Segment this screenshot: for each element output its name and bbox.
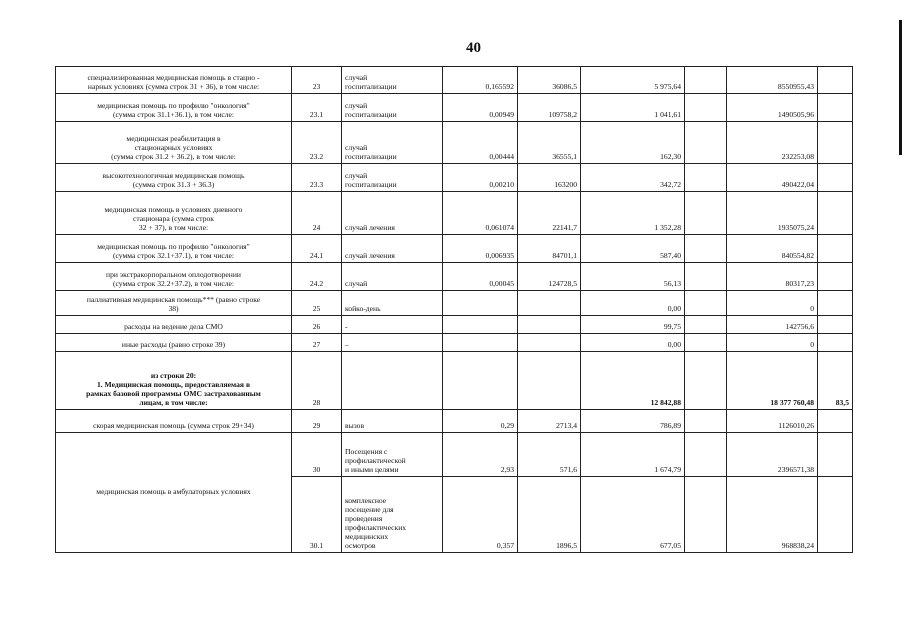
cell-per-capita: 0,00 — [581, 291, 685, 316]
cell-cost-per-unit: 84701,1 — [518, 235, 581, 263]
cell-description: медицинская помощь в амбулаторных условиях — [56, 433, 292, 553]
cell-row-number: 25 — [292, 291, 342, 316]
table-row — [56, 433, 853, 477]
cell-per-capita-other — [685, 263, 727, 291]
cell-share — [818, 316, 853, 334]
cell-row-number: 30.1 — [292, 477, 342, 553]
cell-description: специализированная медицинская помощь в стацио - нарных условиях (сумма строк 31 + 36), в том числе: — [56, 67, 292, 94]
cell-normative: 0,29 — [443, 410, 518, 433]
cell-unit: Посещения с профилактической и иными целями — [342, 433, 443, 477]
cell-cost-per-unit: 2713,4 — [518, 410, 581, 433]
cell-per-capita: 99,75 — [581, 316, 685, 334]
table-row — [56, 410, 853, 433]
cell-share — [818, 122, 853, 164]
table-row — [56, 352, 853, 410]
cell-row-number: 23.3 — [292, 164, 342, 192]
cell-per-capita: 56,13 — [581, 263, 685, 291]
cell-per-capita-other — [685, 94, 727, 122]
cell-per-capita: 1 674,79 — [581, 433, 685, 477]
cell-total: 18 377 760,48 — [727, 352, 818, 410]
table-row — [56, 192, 853, 235]
page-number: 40 — [466, 40, 481, 56]
cell-total: 232253,08 — [727, 122, 818, 164]
cell-share — [818, 291, 853, 316]
table-row — [56, 67, 853, 94]
cell-normative: 2,93 — [443, 433, 518, 477]
cell-description: иные расходы (равно строке 39) — [56, 334, 292, 352]
cell-per-capita: 1 041,61 — [581, 94, 685, 122]
table-row — [56, 334, 853, 352]
cell-unit: случай лечения — [342, 192, 443, 235]
cell-total: 0 — [727, 291, 818, 316]
cell-unit — [342, 352, 443, 410]
cell-unit: вызов — [342, 410, 443, 433]
cell-per-capita-other — [685, 477, 727, 553]
cell-cost-per-unit — [518, 291, 581, 316]
cell-unit: комплексное посещение для проведения профилактических медицинских осмотров — [342, 477, 443, 553]
cell-cost-per-unit — [518, 352, 581, 410]
cell-row-number: 29 — [292, 410, 342, 433]
cell-total: 2396571,38 — [727, 433, 818, 477]
cell-unit: случай — [342, 263, 443, 291]
cell-normative — [443, 352, 518, 410]
table-row — [56, 164, 853, 192]
cell-normative: 0,00949 — [443, 94, 518, 122]
cell-per-capita-other — [685, 352, 727, 410]
cell-per-capita-other — [685, 192, 727, 235]
cell-unit: случай лечения — [342, 235, 443, 263]
cell-total: 1490505,96 — [727, 94, 818, 122]
cell-normative: 0,165592 — [443, 67, 518, 94]
cell-cost-per-unit: 22141,7 — [518, 192, 581, 235]
cell-unit: - — [342, 316, 443, 334]
cell-per-capita: 1 352,28 — [581, 192, 685, 235]
cell-per-capita-other — [685, 433, 727, 477]
cell-row-number: 24.1 — [292, 235, 342, 263]
cell-per-capita: 677,05 — [581, 477, 685, 553]
cell-description: медицинская помощь в условиях дневного стационара (сумма строк 32 + 37), в том числе: — [56, 192, 292, 235]
cell-cost-per-unit: 109758,2 — [518, 94, 581, 122]
cell-normative — [443, 316, 518, 334]
cell-total: 0 — [727, 334, 818, 352]
cell-per-capita: 587,40 — [581, 235, 685, 263]
cell-description: из строки 20: 1. Медицинская помощь, предоставляемая в рамках базовой программы ОМС застрахованным лицам, в том числе: — [56, 352, 292, 410]
cell-normative: 0,00444 — [443, 122, 518, 164]
table-row — [56, 235, 853, 263]
cell-total: 490422,04 — [727, 164, 818, 192]
cell-per-capita-other — [685, 334, 727, 352]
cell-per-capita: 342,72 — [581, 164, 685, 192]
cell-description: скорая медицинская помощь (сумма строк 29+34) — [56, 410, 292, 433]
cell-normative — [443, 291, 518, 316]
table-row — [56, 291, 853, 316]
cell-unit: – — [342, 334, 443, 352]
cell-unit: случай госпитализации — [342, 67, 443, 94]
cell-row-number: 24 — [292, 192, 342, 235]
cell-per-capita: 786,89 — [581, 410, 685, 433]
cell-share — [818, 410, 853, 433]
cell-normative: 0,00045 — [443, 263, 518, 291]
cell-per-capita-other — [685, 316, 727, 334]
cell-share — [818, 477, 853, 553]
cell-per-capita: 12 842,88 — [581, 352, 685, 410]
cell-description: медицинская помощь по профилю "онкология" (сумма строк 31.1+36.1), в том числе: — [56, 94, 292, 122]
cell-description: паллиативная медицинская помощь*** (равно строке 38) — [56, 291, 292, 316]
cell-share — [818, 263, 853, 291]
cell-row-number: 30 — [292, 433, 342, 477]
cell-row-number: 23.2 — [292, 122, 342, 164]
cell-share — [818, 235, 853, 263]
cell-row-number: 26 — [292, 316, 342, 334]
table-row — [56, 316, 853, 334]
cell-total: 80317,23 — [727, 263, 818, 291]
cell-normative: 0,006935 — [443, 235, 518, 263]
cell-per-capita-other — [685, 235, 727, 263]
cell-unit: случай госпитализации — [342, 164, 443, 192]
cell-per-capita-other — [685, 67, 727, 94]
cell-total: 968838,24 — [727, 477, 818, 553]
cell-per-capita-other — [685, 164, 727, 192]
cell-share — [818, 433, 853, 477]
cell-share: 83,5 — [818, 352, 853, 410]
cell-row-number: 27 — [292, 334, 342, 352]
cell-per-capita-other — [685, 410, 727, 433]
cell-per-capita: 162,30 — [581, 122, 685, 164]
scan-edge-bar — [899, 20, 902, 155]
table-row — [56, 263, 853, 291]
budget-table — [55, 66, 853, 553]
cell-normative — [443, 334, 518, 352]
cell-per-capita-other — [685, 122, 727, 164]
cell-normative: 0,357 — [443, 477, 518, 553]
cell-description: медицинская помощь по профилю "онкология" (сумма строк 32.1+37.1), в том числе: — [56, 235, 292, 263]
cell-per-capita-other — [685, 291, 727, 316]
cell-description: при экстракорпоральном оплодотворении (сумма строк 32.2+37.2), в том числе: — [56, 263, 292, 291]
cell-normative: 0,061074 — [443, 192, 518, 235]
cell-per-capita: 5 975,64 — [581, 67, 685, 94]
cell-row-number: 23.1 — [292, 94, 342, 122]
cell-total: 1126010,26 — [727, 410, 818, 433]
cell-cost-per-unit: 163200 — [518, 164, 581, 192]
cell-share — [818, 164, 853, 192]
cell-row-number: 24.2 — [292, 263, 342, 291]
cell-share — [818, 94, 853, 122]
cell-cost-per-unit: 124728,5 — [518, 263, 581, 291]
cell-description: высокотехнологичная медицинская помощь (сумма строк 31.3 + 36.3) — [56, 164, 292, 192]
cell-normative: 0,00210 — [443, 164, 518, 192]
cell-cost-per-unit: 571,6 — [518, 433, 581, 477]
cell-total: 1935075,24 — [727, 192, 818, 235]
cell-row-number: 28 — [292, 352, 342, 410]
cell-row-number: 23 — [292, 67, 342, 94]
cell-description: расходы на ведение дела СМО — [56, 316, 292, 334]
cell-total: 142756,6 — [727, 316, 818, 334]
cell-share — [818, 334, 853, 352]
cell-cost-per-unit — [518, 334, 581, 352]
cell-share — [818, 67, 853, 94]
cell-cost-per-unit — [518, 316, 581, 334]
cell-unit: случай госпитализации — [342, 94, 443, 122]
cell-total: 8550955,43 — [727, 67, 818, 94]
cell-total: 840554,82 — [727, 235, 818, 263]
cell-share — [818, 192, 853, 235]
cell-cost-per-unit: 36555,1 — [518, 122, 581, 164]
cell-unit: койко-день — [342, 291, 443, 316]
cell-description: медицинская реабилитация в стационарных условиях (сумма строк 31.2 + 36.2), в том числе: — [56, 122, 292, 164]
cell-cost-per-unit: 1896,5 — [518, 477, 581, 553]
cell-unit: случай госпитализации — [342, 122, 443, 164]
table-row — [56, 94, 853, 122]
cell-per-capita: 0,00 — [581, 334, 685, 352]
table-row — [56, 122, 853, 164]
cell-cost-per-unit: 36086,5 — [518, 67, 581, 94]
